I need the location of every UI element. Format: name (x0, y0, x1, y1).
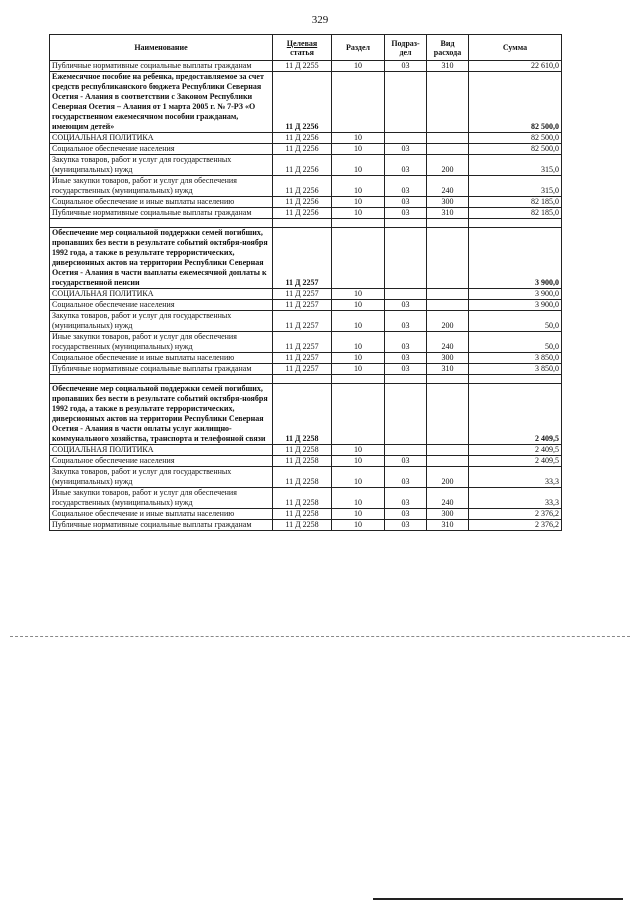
row-sum-cell: 3 850,0 (469, 353, 562, 364)
row-sum-cell: 315,0 (469, 155, 562, 176)
row-sum-cell: 2 409,5 (469, 445, 562, 456)
row-expense-kind-cell: 240 (427, 176, 469, 197)
row-subsection-cell: 03 (385, 155, 427, 176)
row-sum-cell: 3 850,0 (469, 364, 562, 375)
table-row (50, 384, 562, 445)
row-subsection-cell (385, 228, 427, 289)
table-row (50, 509, 562, 520)
row-section-cell: 10 (332, 300, 385, 311)
row-sum-cell: 82 185,0 (469, 197, 562, 208)
row-name-cell: Социальное обеспечение населения (50, 300, 273, 311)
row-name-cell: Закупка товаров, работ и услуг для государственных (муниципальных) нужд (50, 155, 273, 176)
row-expense-kind-cell: 200 (427, 467, 469, 488)
row-section-cell: 10 (332, 176, 385, 197)
row-name-cell: СОЦИАЛЬНАЯ ПОЛИТИКА (50, 289, 273, 300)
scan-dashed-line (10, 636, 630, 637)
row-target-article-cell: 11 Д 2256 (273, 72, 332, 133)
row-name-cell: Публичные нормативные социальные выплаты гражданам (50, 61, 273, 72)
table-body (50, 61, 562, 531)
row-subsection-cell: 03 (385, 520, 427, 531)
table-row (50, 289, 562, 300)
row-target-article-cell: 11 Д 2258 (273, 520, 332, 531)
row-sum-cell: 2 376,2 (469, 520, 562, 531)
row-name-cell: Социальное обеспечение населения (50, 456, 273, 467)
table-spacer-row (50, 375, 562, 384)
row-name-cell: Ежемесячное пособие на ребенка, предоставляемое за счет средств республиканского бюджета Республики Северная Осетия - Алания в соответствии с Законом Республики Северная Осетия – Алания от 1 марта 2005 г. № 7-РЗ «О государственном ежемесячном пособии гражданам, имеющим детей» (50, 72, 273, 133)
row-target-article-cell: 11 Д 2257 (273, 364, 332, 375)
header-subsection: Подраз- дел (385, 35, 427, 61)
row-section-cell (332, 228, 385, 289)
header-name: Наименование (50, 35, 273, 61)
row-expense-kind-cell (427, 384, 469, 445)
row-section-cell (332, 72, 385, 133)
row-target-article-cell: 11 Д 2256 (273, 133, 332, 144)
row-sum-cell: 2 409,5 (469, 456, 562, 467)
table-row (50, 197, 562, 208)
row-expense-kind-cell: 300 (427, 509, 469, 520)
row-subsection-cell (385, 384, 427, 445)
table-row (50, 133, 562, 144)
row-target-article-cell: 11 Д 2257 (273, 353, 332, 364)
row-sum-cell: 50,0 (469, 332, 562, 353)
table-row (50, 520, 562, 531)
row-name-cell: Социальное обеспечение населения (50, 144, 273, 155)
table-row (50, 300, 562, 311)
header-target-article: Целевая статья (273, 35, 332, 61)
row-name-cell: Публичные нормативные социальные выплаты гражданам (50, 364, 273, 375)
row-section-cell: 10 (332, 311, 385, 332)
table-row (50, 332, 562, 353)
row-expense-kind-cell: 200 (427, 155, 469, 176)
row-section-cell: 10 (332, 364, 385, 375)
row-expense-kind-cell: 300 (427, 353, 469, 364)
row-sum-cell: 3 900,0 (469, 300, 562, 311)
row-section-cell: 10 (332, 144, 385, 155)
row-expense-kind-cell (427, 228, 469, 289)
row-section-cell: 10 (332, 133, 385, 144)
row-sum-cell: 3 900,0 (469, 228, 562, 289)
spacer-cell (332, 375, 385, 384)
spacer-cell (469, 219, 562, 228)
row-sum-cell: 3 900,0 (469, 289, 562, 300)
row-name-cell: Закупка товаров, работ и услуг для государственных (муниципальных) нужд (50, 467, 273, 488)
spacer-cell (427, 219, 469, 228)
row-expense-kind-cell: 310 (427, 208, 469, 219)
row-name-cell: Социальное обеспечение и иные выплаты населению (50, 353, 273, 364)
row-target-article-cell: 11 Д 2256 (273, 208, 332, 219)
row-section-cell: 10 (332, 155, 385, 176)
table-header-row (50, 35, 562, 61)
row-sum-cell: 2 376,2 (469, 509, 562, 520)
row-name-cell: Закупка товаров, работ и услуг для государственных (муниципальных) нужд (50, 311, 273, 332)
row-sum-cell: 33,3 (469, 467, 562, 488)
row-name-cell: СОЦИАЛЬНАЯ ПОЛИТИКА (50, 445, 273, 456)
row-name-cell: Иные закупки товаров, работ и услуг для обеспечения государственных (муниципальных) нужд (50, 176, 273, 197)
row-section-cell: 10 (332, 332, 385, 353)
row-section-cell: 10 (332, 197, 385, 208)
table-row (50, 364, 562, 375)
row-subsection-cell: 03 (385, 144, 427, 155)
row-expense-kind-cell (427, 445, 469, 456)
page-number: 329 (311, 14, 329, 26)
table-row (50, 353, 562, 364)
row-target-article-cell: 11 Д 2256 (273, 144, 332, 155)
row-subsection-cell: 03 (385, 488, 427, 509)
row-section-cell: 10 (332, 509, 385, 520)
row-name-cell: Обеспечение мер социальной поддержки семей погибших, пропавших без вести в результате событий октября-ноября 1992 года, а также в результате террористических, диверсионных актов на территории Республики Северная Осетия - Алания в части выплаты ежемесячной доплаты к государственной пенсии (50, 228, 273, 289)
row-expense-kind-cell: 300 (427, 197, 469, 208)
row-sum-cell: 315,0 (469, 176, 562, 197)
row-sum-cell: 82 500,0 (469, 133, 562, 144)
row-subsection-cell: 03 (385, 364, 427, 375)
table-row (50, 72, 562, 133)
table-row (50, 445, 562, 456)
row-name-cell: Социальное обеспечение и иные выплаты населению (50, 509, 273, 520)
row-section-cell: 10 (332, 520, 385, 531)
spacer-cell (273, 375, 332, 384)
row-section-cell: 10 (332, 353, 385, 364)
row-name-cell: Публичные нормативные социальные выплаты гражданам (50, 520, 273, 531)
table-row (50, 311, 562, 332)
row-subsection-cell: 03 (385, 176, 427, 197)
row-expense-kind-cell (427, 144, 469, 155)
row-subsection-cell: 03 (385, 311, 427, 332)
row-target-article-cell: 11 Д 2256 (273, 155, 332, 176)
row-subsection-cell (385, 133, 427, 144)
row-expense-kind-cell (427, 72, 469, 133)
table-row (50, 467, 562, 488)
row-sum-cell: 50,0 (469, 311, 562, 332)
row-section-cell: 10 (332, 456, 385, 467)
row-target-article-cell: 11 Д 2258 (273, 445, 332, 456)
row-expense-kind-cell (427, 300, 469, 311)
row-subsection-cell: 03 (385, 509, 427, 520)
row-target-article-cell: 11 Д 2257 (273, 289, 332, 300)
row-target-article-cell: 11 Д 2256 (273, 176, 332, 197)
row-section-cell: 10 (332, 445, 385, 456)
row-subsection-cell: 03 (385, 300, 427, 311)
row-target-article-cell: 11 Д 2255 (273, 61, 332, 72)
row-target-article-cell: 11 Д 2257 (273, 311, 332, 332)
row-name-cell: Иные закупки товаров, работ и услуг для обеспечения государственных (муниципальных) нужд (50, 488, 273, 509)
row-name-cell: Иные закупки товаров, работ и услуг для обеспечения государственных (муниципальных) нужд (50, 332, 273, 353)
spacer-cell (385, 375, 427, 384)
row-expense-kind-cell: 310 (427, 364, 469, 375)
row-subsection-cell: 03 (385, 61, 427, 72)
row-target-article-cell: 11 Д 2256 (273, 197, 332, 208)
row-target-article-cell: 11 Д 2258 (273, 488, 332, 509)
row-sum-cell: 22 610,0 (469, 61, 562, 72)
row-sum-cell: 82 500,0 (469, 72, 562, 133)
table-row (50, 228, 562, 289)
spacer-cell (50, 375, 273, 384)
row-sum-cell: 33,3 (469, 488, 562, 509)
row-expense-kind-cell: 200 (427, 311, 469, 332)
row-name-cell: СОЦИАЛЬНАЯ ПОЛИТИКА (50, 133, 273, 144)
row-expense-kind-cell (427, 133, 469, 144)
table-row (50, 456, 562, 467)
row-target-article-cell: 11 Д 2257 (273, 332, 332, 353)
row-target-article-cell: 11 Д 2258 (273, 456, 332, 467)
row-target-article-cell: 11 Д 2258 (273, 509, 332, 520)
row-subsection-cell (385, 289, 427, 300)
row-subsection-cell: 03 (385, 467, 427, 488)
header-sum: Сумма (469, 35, 562, 61)
row-subsection-cell: 03 (385, 332, 427, 353)
footer-rule (373, 898, 623, 900)
header-expense-kind: Вид расхода (427, 35, 469, 61)
row-sum-cell: 82 500,0 (469, 144, 562, 155)
row-section-cell: 10 (332, 289, 385, 300)
spacer-cell (385, 219, 427, 228)
row-expense-kind-cell: 240 (427, 488, 469, 509)
row-expense-kind-cell (427, 289, 469, 300)
row-name-cell: Социальное обеспечение и иные выплаты населению (50, 197, 273, 208)
table-row (50, 61, 562, 72)
row-target-article-cell: 11 Д 2257 (273, 228, 332, 289)
row-section-cell: 10 (332, 488, 385, 509)
row-subsection-cell (385, 445, 427, 456)
row-subsection-cell: 03 (385, 197, 427, 208)
row-expense-kind-cell: 240 (427, 332, 469, 353)
row-name-cell: Публичные нормативные социальные выплаты гражданам (50, 208, 273, 219)
row-name-cell: Обеспечение мер социальной поддержки семей погибших, пропавших без вести в результате событий октября-ноября 1992 года, а также в результате террористических, диверсионных актов на территории Республики Северная Осетия - Алания в части оплаты услуг жилищно-коммунального хозяйства, транспорта и телефонной связи (50, 384, 273, 445)
table-row (50, 155, 562, 176)
row-target-article-cell: 11 Д 2258 (273, 467, 332, 488)
spacer-cell (332, 219, 385, 228)
row-section-cell: 10 (332, 208, 385, 219)
row-sum-cell: 82 185,0 (469, 208, 562, 219)
spacer-cell (469, 375, 562, 384)
row-section-cell (332, 384, 385, 445)
header-section: Раздел (332, 35, 385, 61)
table-row (50, 144, 562, 155)
row-target-article-cell: 11 Д 2257 (273, 300, 332, 311)
table-row (50, 488, 562, 509)
spacer-cell (273, 219, 332, 228)
row-section-cell: 10 (332, 61, 385, 72)
table-spacer-row (50, 219, 562, 228)
row-subsection-cell (385, 72, 427, 133)
row-target-article-cell: 11 Д 2258 (273, 384, 332, 445)
row-section-cell: 10 (332, 467, 385, 488)
row-expense-kind-cell (427, 456, 469, 467)
row-subsection-cell: 03 (385, 208, 427, 219)
budget-table (49, 34, 562, 531)
row-subsection-cell: 03 (385, 456, 427, 467)
row-expense-kind-cell: 310 (427, 520, 469, 531)
spacer-cell (427, 375, 469, 384)
row-sum-cell: 2 409,5 (469, 384, 562, 445)
table-row (50, 176, 562, 197)
table-row (50, 208, 562, 219)
row-subsection-cell: 03 (385, 353, 427, 364)
spacer-cell (50, 219, 273, 228)
row-expense-kind-cell: 310 (427, 61, 469, 72)
